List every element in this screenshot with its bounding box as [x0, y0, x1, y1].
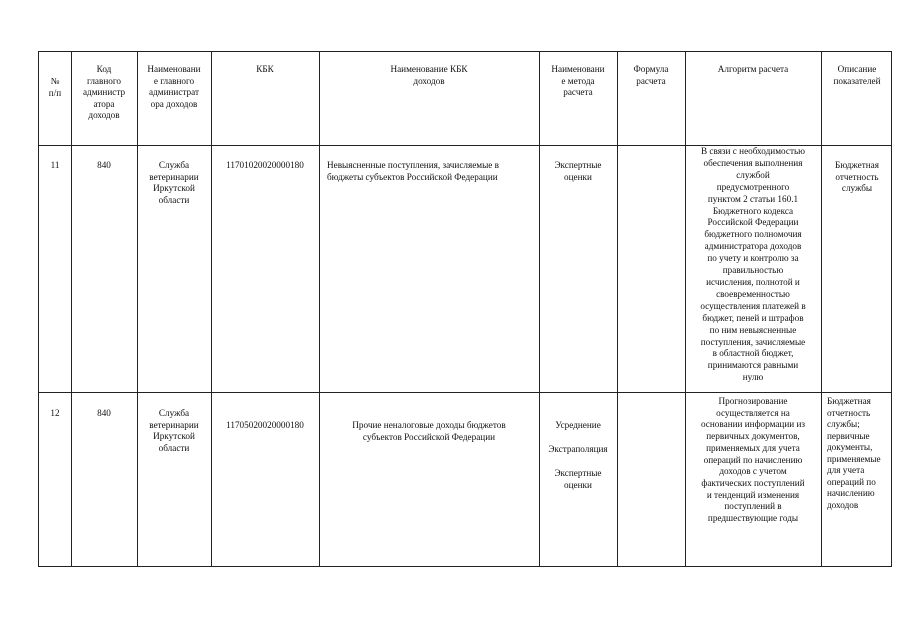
- revenue-methodology-table: [38, 51, 892, 567]
- row-12-description: Бюджетная отчетность службы; первичные документы, применяемые для учета операций по начислению доходов: [827, 396, 881, 510]
- row-11-num: 11: [50, 160, 60, 170]
- row-11-kbk: 11701020020000180: [226, 160, 304, 170]
- header-description: Описание показателей: [833, 64, 881, 86]
- column-divider: [821, 52, 822, 566]
- header-formula: Формула расчета: [633, 64, 669, 86]
- header-kbk: КБК: [256, 64, 274, 74]
- row-12-admin-name: Служба ветеринарии Иркутской области: [149, 408, 199, 453]
- column-divider: [617, 52, 618, 566]
- header-algorithm: Алгоритм расчета: [717, 64, 789, 74]
- row-12-num: 12: [50, 408, 60, 418]
- row-11-admin-name: Служба ветеринарии Иркутской области: [149, 160, 199, 205]
- row-12-method-extrapolation: Экстраполяция: [548, 444, 608, 454]
- column-divider: [211, 52, 212, 566]
- header-num: № п/п: [48, 76, 62, 98]
- row-12-method-averaging: Усреднение: [555, 420, 601, 430]
- row-11-kbk-name: Невыясненные поступления, зачисляемые в бюджеты субъектов Российской Федерации: [327, 160, 499, 182]
- row-11-method: Экспертные оценки: [554, 160, 602, 182]
- row-12-admin-code: 840: [97, 408, 111, 418]
- row-12-kbk: 11705020020000180: [226, 420, 304, 430]
- row-12-method-expert: Экспертные оценки: [554, 468, 602, 490]
- row-divider: [39, 392, 891, 393]
- row-12-kbk-name: Прочие неналоговые доходы бюджетов субъектов Российской Федерации: [352, 420, 506, 442]
- row-11-description: Бюджетная отчетность службы: [835, 160, 879, 193]
- column-divider: [319, 52, 320, 566]
- column-divider: [71, 52, 72, 566]
- column-divider: [137, 52, 138, 566]
- header-admin-code: Код главного администр атора доходов: [82, 64, 126, 120]
- header-admin-name: Наименовани е главного администрат ора доходов: [147, 64, 201, 109]
- header-kbk-name: Наименование КБК доходов: [390, 64, 468, 86]
- row-11-admin-code: 840: [97, 160, 111, 170]
- row-11-algorithm: В связи с необходимостью обеспечения выполнения службой предусмотренного пунктом 2 статьи 160.1 Бюджетного кодекса Российской Федерации бюджетного полномочия администратора доходов по учету и контролю за правильностью исчисления, полнотой и своевременностью осуществления платежей в бюджет, пеней и штрафов по ним невыясненные поступления, зачисляемые в областной бюджет, принимаются равными нулю: [700, 146, 806, 383]
- row-12-algorithm: Прогнозирование осуществляется на основании информации из первичных документов, применяемых для учета операций по начислению доходов с учетом фактических поступлений и тенденций изменения поступлений в предшествующие годы: [700, 396, 805, 524]
- header-method-name: Наименовани е метода расчета: [551, 64, 605, 97]
